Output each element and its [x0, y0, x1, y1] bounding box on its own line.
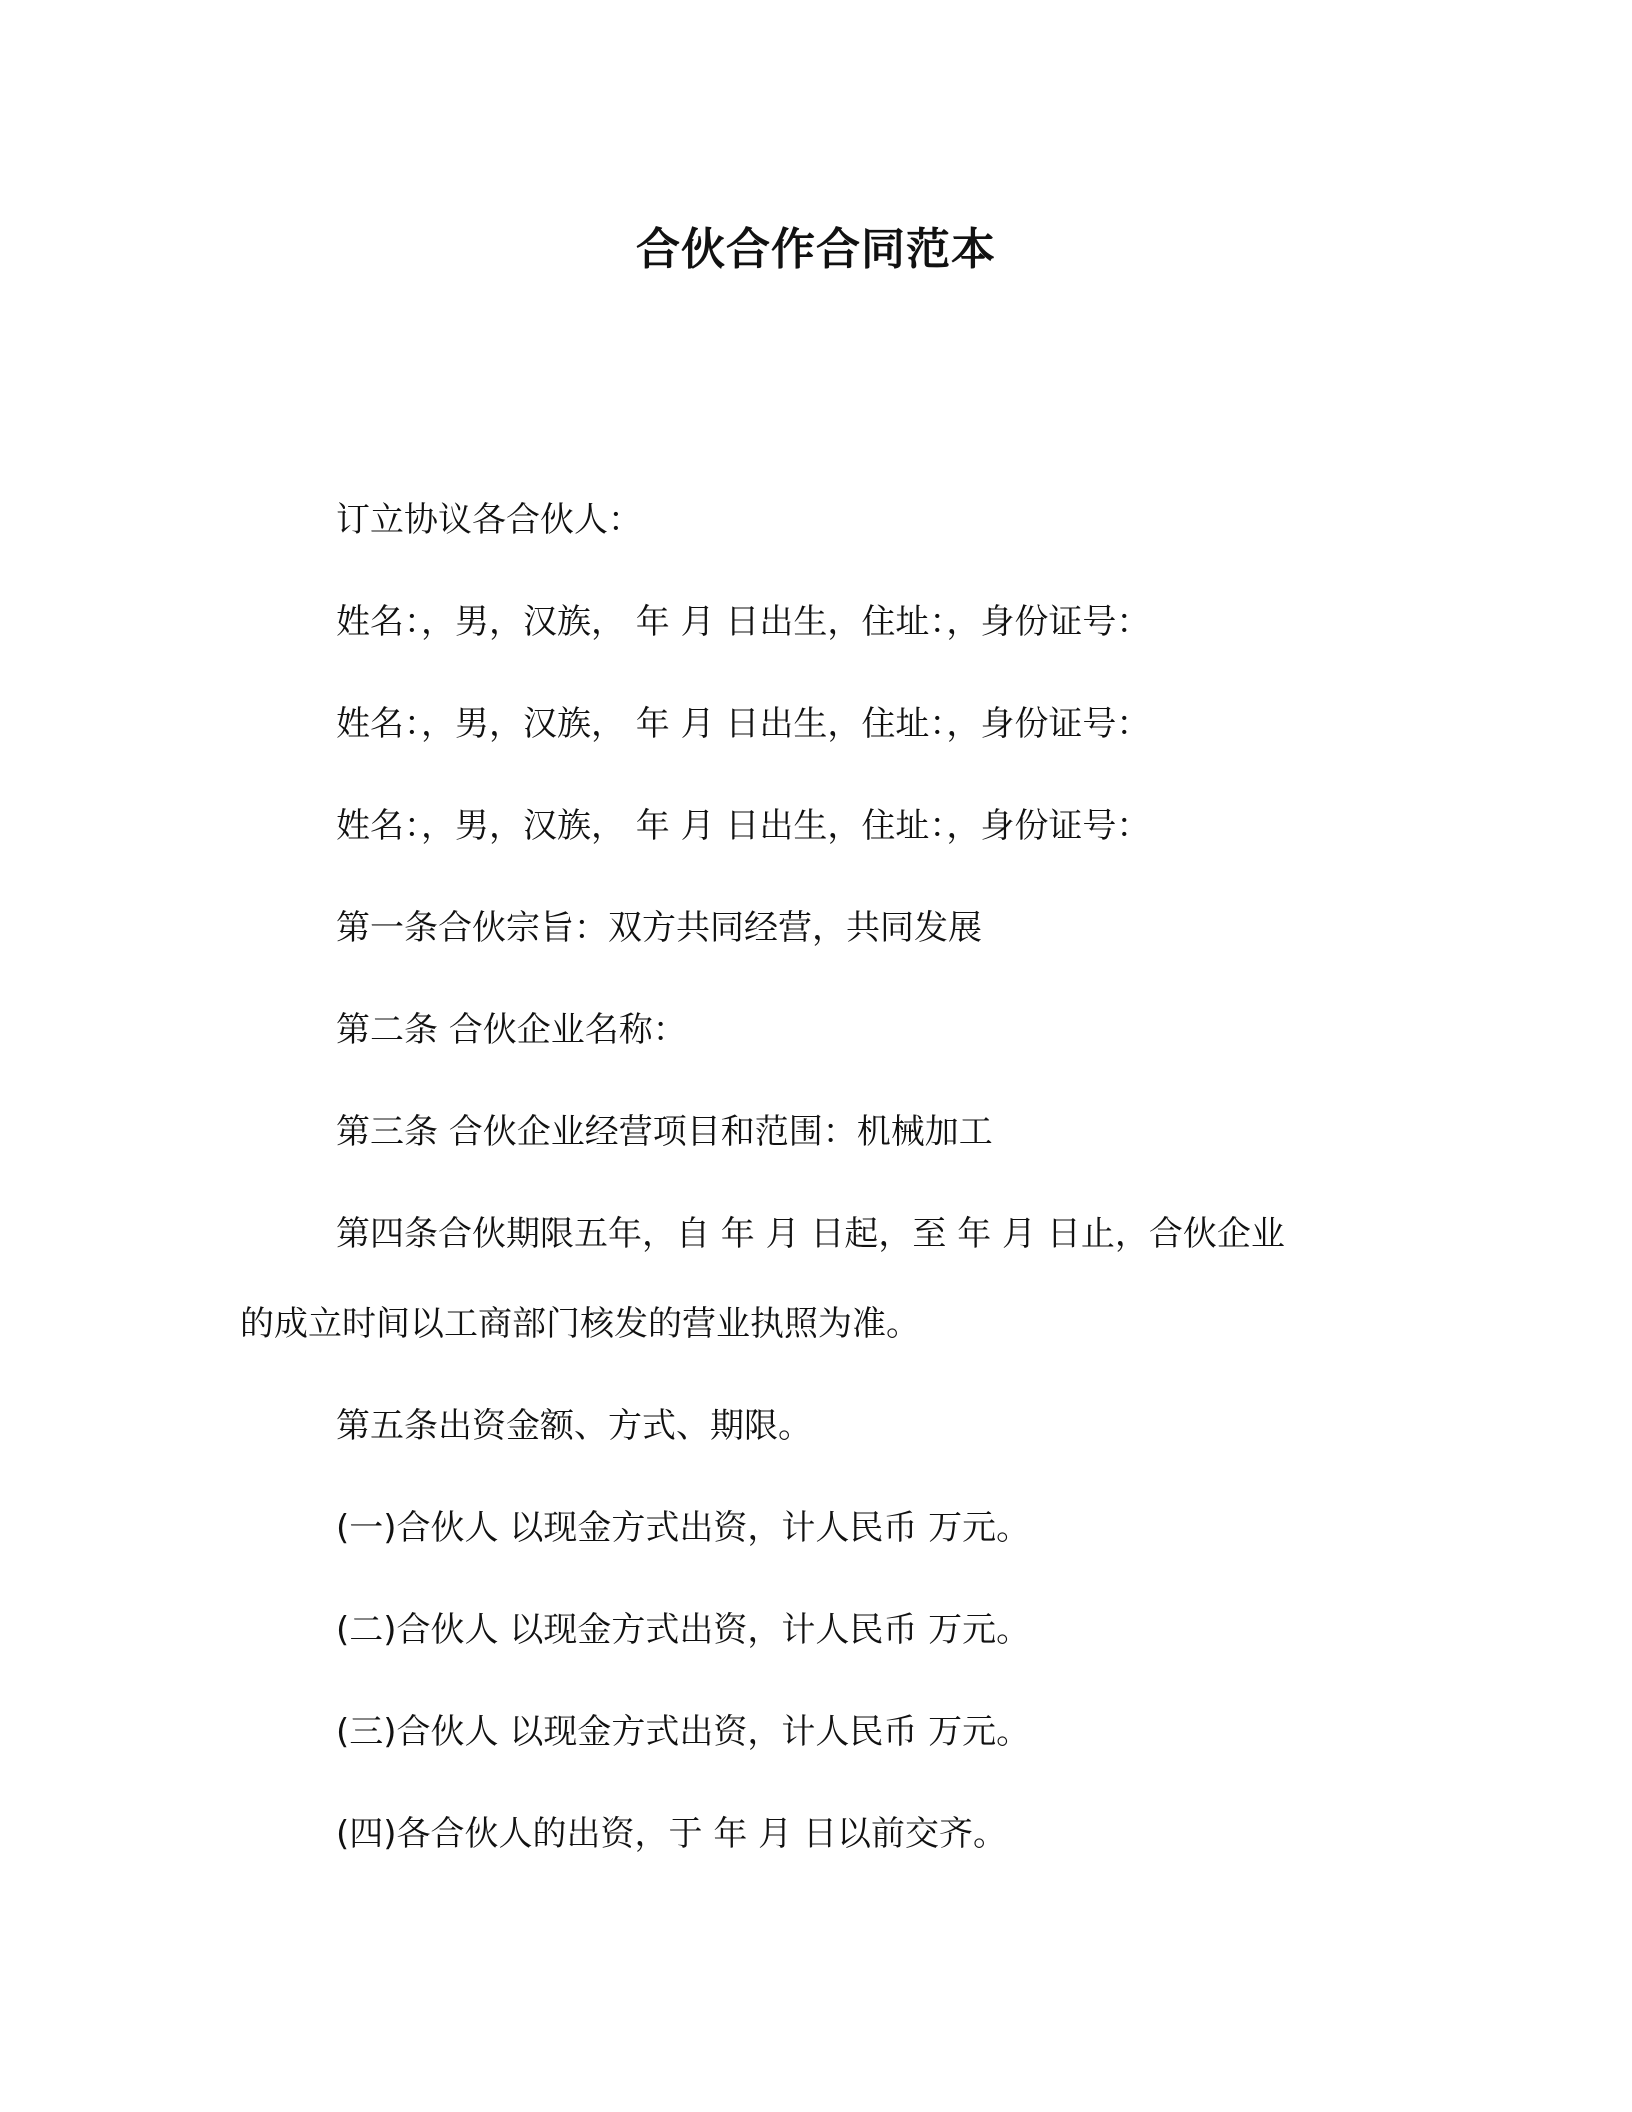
article-4-line-2: 的成立时间以工商部门核发的营业执照为准。 — [240, 1304, 920, 1344]
document-title: 合伙合作合同范本 — [636, 224, 996, 275]
article-5-item-3: (三)合伙人 以现金方式出资，计人民币 万元。 — [336, 1712, 1031, 1752]
partner-line-3: 姓名：，男，汉族， 年 月 日出生，住址：，身份证号： — [336, 806, 1151, 846]
article-4-line-1: 第四条合伙期限五年，自 年 月 日起，至 年 月 日止，合伙企业 — [336, 1214, 1285, 1254]
article-5-item-1: (一)合伙人 以现金方式出资，计人民币 万元。 — [336, 1508, 1031, 1548]
partner-line-2: 姓名：，男，汉族， 年 月 日出生，住址：，身份证号： — [336, 704, 1151, 744]
article-5-item-2: (二)合伙人 以现金方式出资，计人民币 万元。 — [336, 1610, 1031, 1650]
partners-heading: 订立协议各合伙人： — [336, 500, 642, 540]
article-5-item-4: (四)各合伙人的出资，于 年 月 日以前交齐。 — [336, 1814, 1007, 1854]
article-5: 第五条出资金额、方式、期限。 — [336, 1406, 812, 1446]
article-2: 第二条 合伙企业名称： — [336, 1010, 687, 1050]
partner-line-1: 姓名：，男，汉族， 年 月 日出生，住址：，身份证号： — [336, 602, 1151, 642]
article-3: 第三条 合伙企业经营项目和范围：机械加工 — [336, 1112, 993, 1152]
article-1: 第一条合伙宗旨：双方共同经营，共同发展 — [336, 908, 982, 948]
